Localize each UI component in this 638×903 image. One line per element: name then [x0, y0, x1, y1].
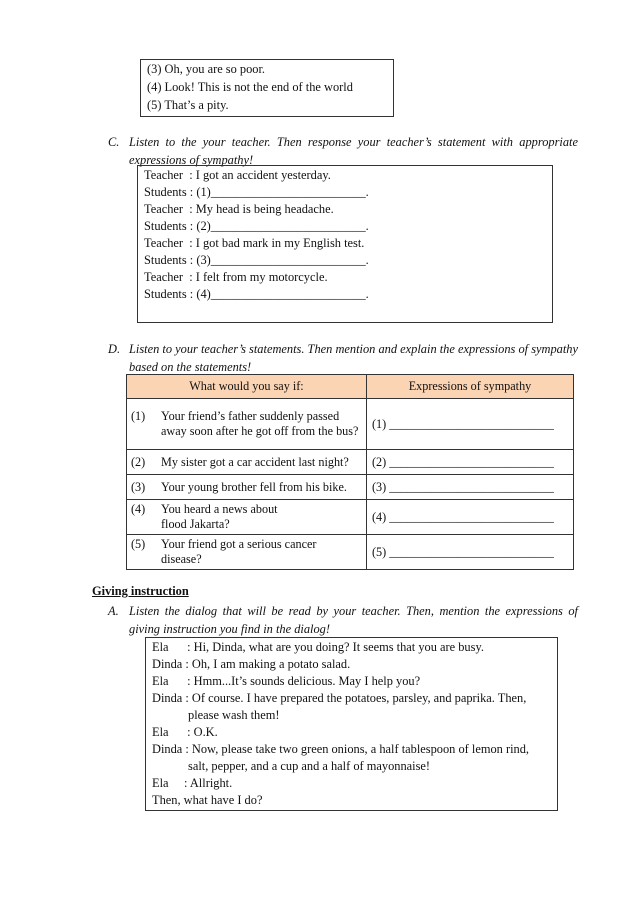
- question-text: You heard a news about flood Jakarta?: [161, 502, 278, 531]
- section-c-letter: C.: [108, 135, 120, 149]
- dialog-line: Teacher : I got bad mark in my English test.: [144, 236, 365, 250]
- table-row: [127, 535, 574, 570]
- option-line: (3) Oh, you are so poor.: [147, 62, 266, 76]
- dialog-line: salt, pepper, and a cup and a half of mayonnaise!: [188, 759, 431, 773]
- question-text: Your friend’s father suddenly passed away soon after he got off from the bus?: [161, 409, 359, 438]
- row-number: (3): [131, 479, 146, 494]
- column-header: Expressions of sympathy: [367, 375, 574, 399]
- dialog-line: Students : (1)_________________________.: [144, 185, 369, 199]
- answer-cell: [367, 475, 574, 500]
- answer-blank: (1) ___________________________: [372, 416, 554, 431]
- section-heading: Giving instruction: [92, 584, 189, 598]
- row-number: (2): [131, 454, 146, 469]
- sympathy-table: [126, 374, 574, 570]
- section-c-text: Listen to the your teacher. Then response your teacher’s statement with appropriate expressions of sympathy!: [129, 135, 578, 167]
- dialog-line: Teacher : I felt from my motorcycle.: [144, 270, 328, 284]
- answer-cell: [367, 450, 574, 475]
- table-row: [127, 500, 574, 535]
- row-number: (1): [131, 409, 146, 423]
- dialog-line: Students : (4)_________________________.: [144, 287, 369, 301]
- answer-blank: (3) ___________________________: [372, 479, 554, 494]
- question-text: My sister got a car accident last night?: [161, 454, 349, 469]
- row-number: (5): [131, 537, 146, 551]
- option-line: (4) Look! This is not the end of the world: [147, 80, 353, 94]
- question-cell: [127, 535, 367, 570]
- dialog-line: Ela : Hmm...It’s sounds delicious. May I help you?: [152, 674, 421, 688]
- answer-blank: (4) ___________________________: [372, 509, 554, 524]
- dialog-line: Students : (3)_________________________.: [144, 253, 369, 267]
- question-text: Your young brother fell from his bike.: [161, 479, 347, 494]
- table-row: [127, 399, 574, 450]
- section-d-letter: D.: [108, 342, 121, 356]
- section-c-instruction: [108, 133, 578, 169]
- answer-blank: (5) ___________________________: [372, 544, 554, 559]
- column-header: What would you say if:: [127, 375, 367, 399]
- dialog-line: Dinda : Now, please take two green onions, a half tablespoon of lemon rind,: [152, 742, 530, 756]
- table-row: [127, 450, 574, 475]
- dialog-line: Then, what have I do?: [152, 793, 263, 807]
- section-a-text: Listen the dialog that will be read by your teacher. Then, mention the expressions of giving instruction you find in the dialog!: [129, 604, 578, 636]
- question-cell: [127, 475, 367, 500]
- table-row: [127, 475, 574, 500]
- dialog-line: Ela : Allright.: [152, 776, 233, 790]
- question-cell: [127, 399, 367, 450]
- dialog-line: Dinda : Oh, I am making a potato salad.: [152, 657, 351, 671]
- dialog-line: Teacher : I got an accident yesterday.: [144, 168, 331, 182]
- dialog-line: please wash them!: [188, 708, 280, 722]
- section-d-instruction: [108, 340, 578, 376]
- dialog-line: Teacher : My head is being headache.: [144, 202, 334, 216]
- section-a-instruction: [108, 602, 578, 638]
- answer-cell: [367, 535, 574, 570]
- dialog-line: Ela : Hi, Dinda, what are you doing? It seems that you are busy.: [152, 640, 484, 654]
- option-line: (5) That’s a pity.: [147, 98, 229, 112]
- section-d-text: Listen to your teacher’s statements. Then mention and explain the expressions of sympathy based on the statements!: [129, 342, 578, 374]
- dialog-line: Students : (2)_________________________.: [144, 219, 369, 233]
- section-a-letter: A.: [108, 604, 119, 618]
- dialog-line: Dinda : Of course. I have prepared the potatoes, parsley, and paprika. Then,: [152, 691, 527, 705]
- table-header-row: [127, 375, 574, 399]
- answer-cell: [367, 399, 574, 450]
- dialog-line: Ela : O.K.: [152, 725, 218, 739]
- row-number: (4): [131, 502, 146, 516]
- answer-blank: (2) ___________________________: [372, 454, 554, 469]
- answer-cell: [367, 500, 574, 535]
- question-cell: [127, 450, 367, 475]
- question-text: Your friend got a serious cancer disease?: [161, 537, 317, 566]
- question-cell: [127, 500, 367, 535]
